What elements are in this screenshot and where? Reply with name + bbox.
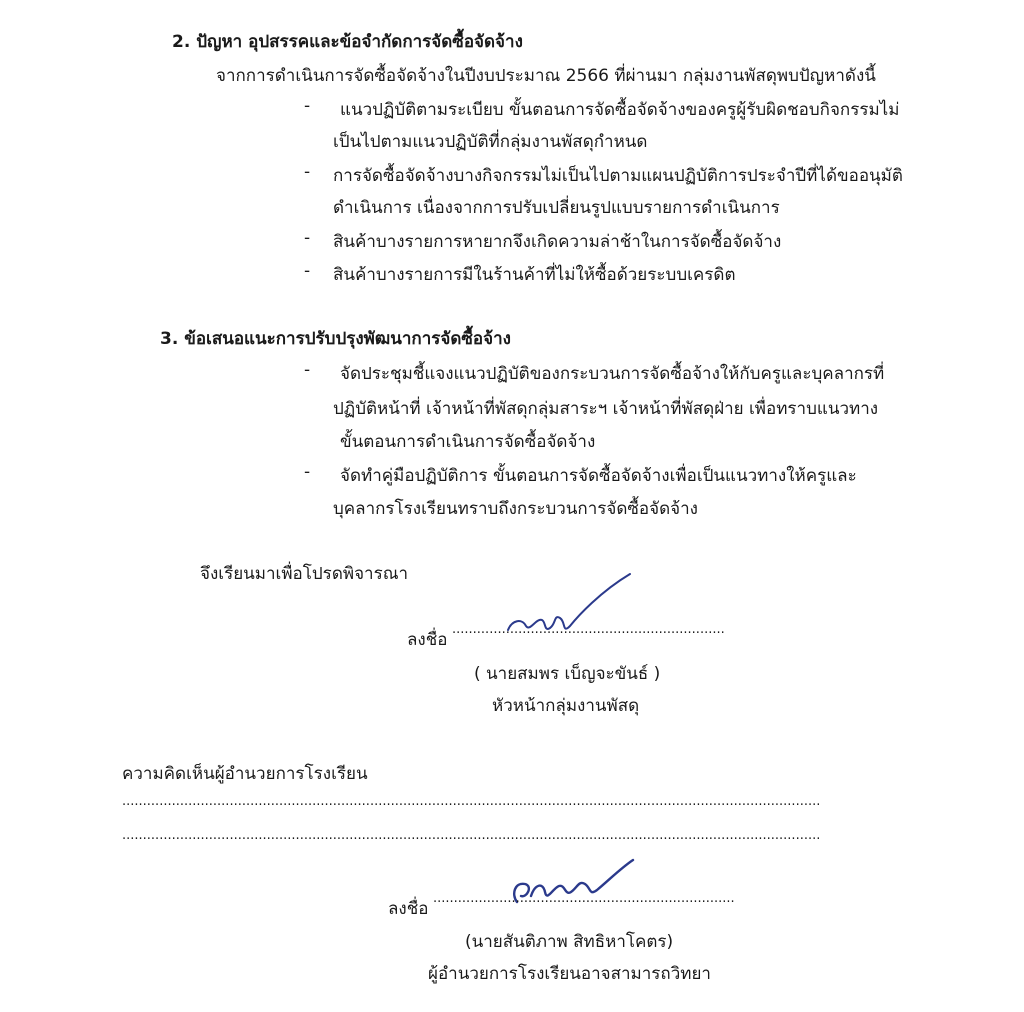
signer1-position: หัวหน้ากลุ่มงานพัสดุ <box>492 696 640 716</box>
director-opinion-line2: ......................................................................................................................................................................... <box>122 828 821 843</box>
section2-item4-line1: สินค้าบางรายการมีในร้านค้าที่ไม่ให้ซื้อด้วยระบบเครดิต <box>333 265 736 285</box>
director-opinion-label: ความคิดเห็นผู้อำนวยการโรงเรียน <box>122 764 368 784</box>
signer2-sign-label: ลงชื่อ <box>388 899 429 919</box>
bullet-marker: - <box>304 228 311 248</box>
director-opinion-line1: ......................................................................................................................................................................... <box>122 794 821 809</box>
section3-item1-line3: ขั้นตอนการดำเนินการจัดซื้อจัดจ้าง <box>340 432 596 452</box>
bullet-marker: - <box>304 96 311 116</box>
signer2-position: ผู้อำนวยการโรงเรียนอาจสามารถวิทยา <box>428 964 711 984</box>
signer1-name: ( นายสมพร เบ็ญจะขันธ์ ) <box>474 664 661 684</box>
bullet-marker: - <box>304 360 311 380</box>
section3-item1-line2: ปฏิบัติหน้าที่ เจ้าหน้าที่พัสดุกลุ่มสาระฯ เจ้าหน้าที่พัสดุฝ่าย เพื่อทราบแนวทาง <box>333 399 879 419</box>
bullet-marker: - <box>304 462 311 482</box>
section2-intro: จากการดำเนินการจัดซื้อจัดจ้างในปีงบประมาณ 2566 ที่ผ่านมา กลุ่มงานพัสดุพบปัญหาดังนี้ <box>216 66 876 86</box>
bullet-marker: - <box>304 261 311 281</box>
section3-item1-line1: จัดประชุมชี้แจงแนวปฏิบัติของกระบวนการจัดซื้อจ้างให้กับครูและบุคลากรที่ <box>340 364 885 384</box>
signer1-sign-label: ลงชื่อ <box>407 630 448 650</box>
closing-text: จึงเรียนมาเพื่อโปรดพิจารณา <box>200 564 409 584</box>
bullet-marker: - <box>304 162 311 182</box>
section2-item2-line1: การจัดซื้อจัดจ้างบางกิจกรรมไม่เป็นไปตามแผนปฏิบัติการประจำปีที่ได้ขออนุมัติ <box>333 166 903 186</box>
section2-item2-line2: ดำเนินการ เนื่องจากการปรับเปลี่ยนรูปแบบรายการดำเนินการ <box>333 198 780 218</box>
signer2-dotted-line: ......................................................................... <box>433 891 735 906</box>
section3-item2-line1: จัดทำคู่มือปฏิบัติการ ขั้นตอนการจัดซื้อจัดจ้างเพื่อเป็นแนวทางให้ครูและ <box>340 466 857 486</box>
section3-item2-line2: บุคลากรโรงเรียนทราบถึงกระบวนการจัดซื้อจัดจ้าง <box>333 499 698 519</box>
section2-item1-line1: แนวปฏิบัติตามระเบียบ ขั้นตอนการจัดซื้อจัดจ้างของครูผู้รับผิดชอบกิจกรรมไม่ <box>340 100 900 120</box>
signer1-dotted-line: .................................................................. <box>452 622 725 637</box>
section2-heading: 2. ปัญหา อุปสรรคและข้อจำกัดการจัดซื้อจัดจ้าง <box>172 32 523 52</box>
signer2-name: (นายสันติภาพ สิทธิหาโคตร) <box>465 932 674 952</box>
section2-item3-line1: สินค้าบางรายการหายากจึงเกิดความล่าช้าในการจัดซื้อจัดจ้าง <box>333 232 782 252</box>
section2-item1-line2: เป็นไปตามแนวปฏิบัติที่กลุ่มงานพัสดุกำหนด <box>333 132 648 152</box>
section3-heading: 3. ข้อเสนอแนะการปรับปรุงพัฒนาการจัดซื้อจ้าง <box>160 329 511 349</box>
